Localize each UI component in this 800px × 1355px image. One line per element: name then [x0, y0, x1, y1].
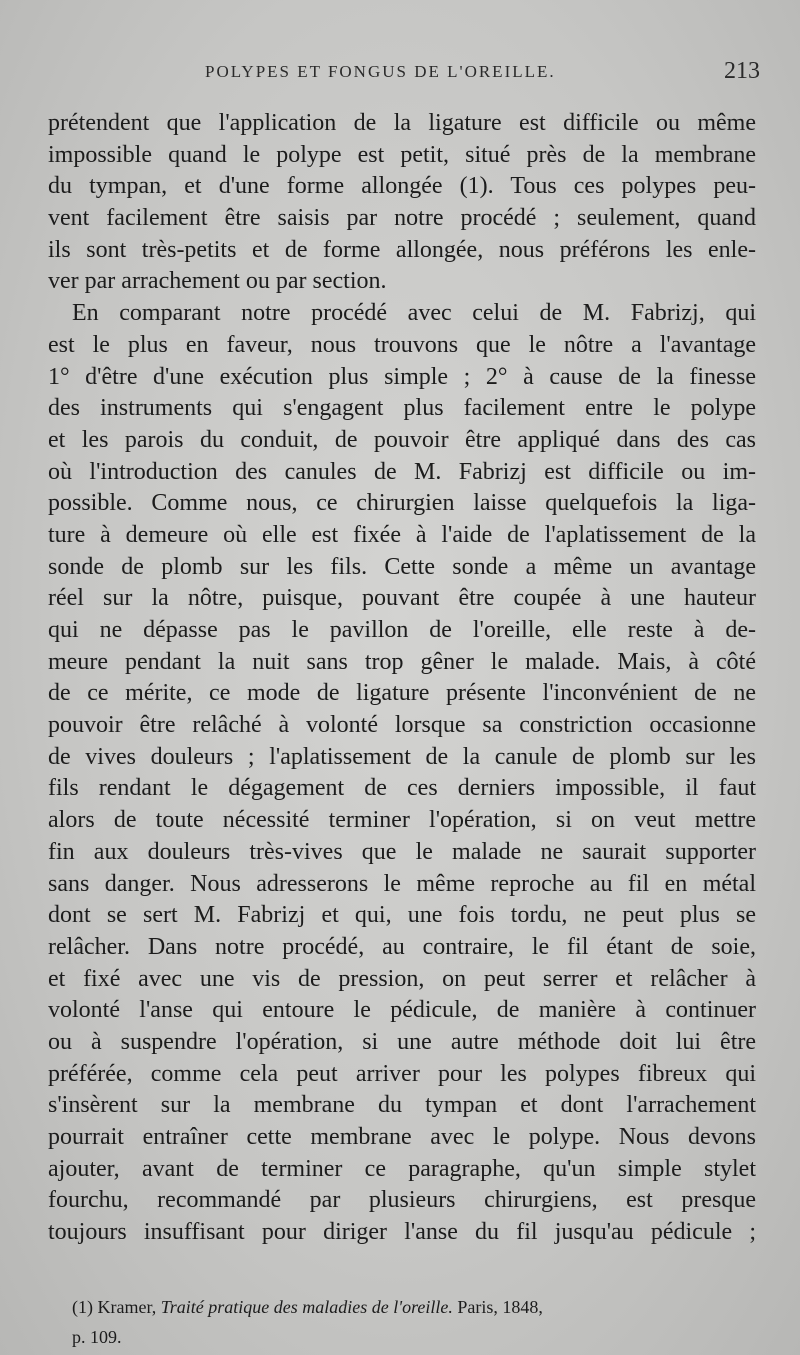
text-line: En comparant notre procédé avec celui de M. Fabrizj, qui [72, 300, 756, 327]
running-header [40, 58, 760, 92]
text-line: pourrait entraîner cette membrane avec le polype. Nous devons [48, 1124, 756, 1150]
text-line: fin aux douleurs très-vives que le malade ne saurait supporter [48, 838, 756, 865]
text-line: réel sur la nôtre, puisque, pouvant être coupée à une hauteur [48, 585, 756, 612]
text-line: sonde de plomb sur les fils. Cette sonde a même un avantage [48, 553, 756, 580]
text-line: préférée, comme cela peut arriver pour les polypes fibreux qui [48, 1060, 756, 1087]
text-line: fourchu, recommandé par plusieurs chirurgiens, est presque [48, 1187, 756, 1214]
text-line: volonté l'anse qui entoure le pédicule, de manière à continuer [48, 997, 756, 1024]
footnote-line [72, 1292, 752, 1322]
text-line: est le plus en faveur, nous trouvons que le nôtre a l'avantage [48, 331, 756, 358]
running-title: POLYPES ET FONGUS DE L'OREILLE. [205, 62, 556, 81]
text-line: 1° d'être d'une exécution plus simple ; 2° à cause de la finesse [48, 363, 756, 390]
text-line: relâcher. Dans notre procédé, au contraire, le fil étant de soie, [48, 933, 756, 960]
text-line: ver par arrachement ou par section. [48, 268, 387, 295]
text-line: et les parois du conduit, de pouvoir être appliqué dans des cas [48, 426, 756, 453]
text-line: alors de toute nécessité terminer l'opération, si on veut mettre [48, 807, 756, 834]
text-line: toujours insuffisant pour diriger l'anse du fil jusqu'au pédicule ; [48, 1219, 756, 1246]
text-line: sans danger. Nous adresserons le même reproche au fil en métal [48, 870, 756, 897]
body-text [48, 108, 756, 1249]
text-line: possible. Comme nous, ce chirurgien laisse quelquefois la liga- [48, 490, 756, 517]
footnote-place-year: Paris, 1848, [457, 1297, 543, 1317]
footnote-marker: (1) [72, 1297, 93, 1317]
text-line: et fixé avec une vis de pression, on peut serrer et relâcher à [48, 965, 756, 992]
text-line: de ce mérite, ce mode de ligature présente l'inconvénient de ne [48, 680, 756, 707]
text-line: s'insèrent sur la membrane du tympan et dont l'arrachement [48, 1092, 756, 1119]
text-line: du tympan, et d'une forme allongée (1). Tous ces polypes peu- [48, 173, 756, 200]
text-line: ou à suspendre l'opération, si une autre méthode doit lui être [48, 1028, 756, 1055]
footnote [72, 1292, 752, 1352]
footnote-page: p. 109. [72, 1327, 122, 1347]
text-line: ils sont très-petits et de forme allongée, nous préférons les enle- [48, 236, 756, 263]
footnote-author: Kramer, [97, 1297, 157, 1317]
text-line: ture à demeure où elle est fixée à l'aide de l'aplatissement de la [48, 521, 756, 548]
text-line: prétendent que l'application de la ligature est difficile ou même [48, 110, 756, 136]
text-line: fils rendant le dégagement de ces derniers impossible, il faut [48, 775, 756, 802]
page-number: 213 [724, 58, 760, 84]
text-line: pouvoir être relâché à volonté lorsque sa constriction occasionne [48, 712, 756, 739]
text-line: où l'introduction des canules de M. Fabrizj est difficile ou im- [48, 458, 756, 485]
text-line: des instruments qui s'engagent plus facilement entre le polype [48, 395, 756, 422]
text-line: ajouter, avant de terminer ce paragraphe, qu'un simple stylet [48, 1155, 756, 1182]
text-line: dont se sert M. Fabrizj et qui, une fois tordu, ne peut plus se [48, 902, 756, 929]
text-line: de vives douleurs ; l'aplatissement de la canule de plomb sur les [48, 743, 756, 770]
text-line: vent facilement être saisis par notre procédé ; seulement, quand [48, 205, 756, 232]
text-line: qui ne dépasse pas le pavillon de l'oreille, elle reste à de- [48, 617, 756, 643]
footnote-work-title: Traité pratique des maladies de l'oreille. [160, 1297, 453, 1317]
text-line: impossible quand le polype est petit, situé près de la membrane [48, 141, 756, 168]
text-line: meure pendant la nuit sans trop gêner le malade. Mais, à côté [48, 648, 756, 675]
